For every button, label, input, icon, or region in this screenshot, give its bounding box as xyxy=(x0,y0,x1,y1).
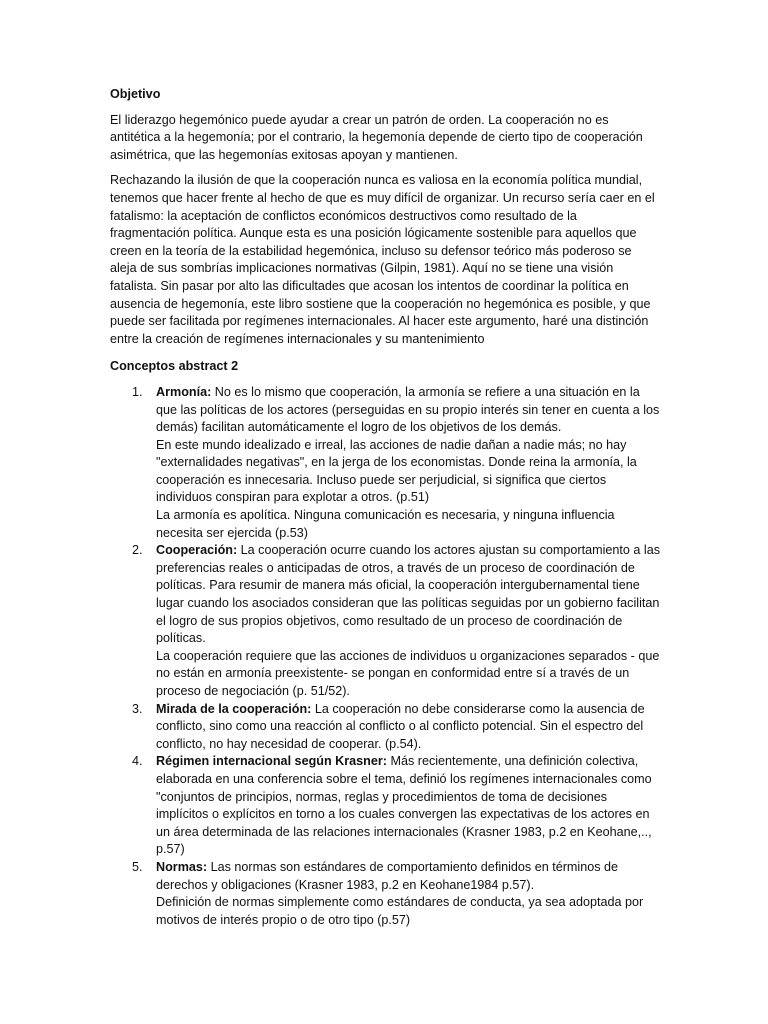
term-label: Mirada de la cooperación: xyxy=(156,701,312,716)
paragraph-2: Rechazando la ilusión de que la cooperación nunca es valiosa en la economía política mundial, tenemos que hacer frente al hecho de que es muy difícil de organizar. Un recurso sería caer en el fatalismo: la aceptación de conflictos económicos destructivos como resultado de la fragmentación política. Aunque esta es una posición lógicamente sostenible para aquellos que creen en la teoría de la estabilidad hegemónica, incluso su defensor teórico más poderoso se aleja de sus sombrías implicaciones normativas (Gilpin, 1981). Aquí no se tiene una visión fatalista. Sin pasar por alto las dificultades que acosan los intentos de coordinar la política en ausencia de hegemonía, este libro sostiene que la cooperación no hegemónica es posible, y que puede ser facilitada por regímenes internacionales. Al hacer este argumento, haré una distinción entre la creación de regímenes internacionales y su mantenimiento xyxy=(110,173,655,346)
term-text: La cooperación no debe considerarse como la ausencia de conflicto, sino como una reacción al conflicto o al conflicto potencial. Sin el espectro del conflicto, no hay necesidad de cooperar. (p.54). xyxy=(156,701,645,751)
list-item-normas xyxy=(110,859,660,929)
term-text: Las normas son estándares de comportamiento definidos en términos de derechos y obligaciones (Krasner 1983, p.2 en Keohane1984 p.57). xyxy=(156,859,619,892)
term-label: Armonía: xyxy=(156,384,212,399)
concepts-list xyxy=(110,384,660,929)
list-number: 5. xyxy=(132,859,143,874)
paragraph-1: El liderazgo hegemónico puede ayudar a crear un patrón de orden. La cooperación no es antitética a la hegemonía; por el contrario, la hegemonía depende de cierto tipo de cooperación asimétrica, que las hegemonías exitosas apoyan y mantienen. xyxy=(110,112,643,162)
term-label: Régimen internacional según Krasner: xyxy=(156,754,387,769)
list-item-regimen xyxy=(110,753,660,859)
document-page xyxy=(110,86,660,929)
list-item-armonia xyxy=(110,384,660,542)
list-number: 1. xyxy=(132,384,143,399)
list-number: 4. xyxy=(132,754,143,769)
conceptos-heading: Conceptos abstract 2 xyxy=(110,359,239,374)
objetivo-heading: Objetivo xyxy=(110,87,161,101)
term-label: Cooperación: xyxy=(156,543,238,558)
term-text: No es lo mismo que cooperación, la armonía se refiere a una situación en la que las políticas de los actores (perseguidas en su propio interés sin tener en cuenta a los demás) facilitan automáticamente el logro de los objetivos de los demás. xyxy=(156,384,660,435)
term-text: La cooperación ocurre cuando los actores ajustan su comportamiento a las preferencias reales o anticipadas de otros, a través de un proceso de coordinación de políticas. Para resumir de manera más oficial, la cooperación intergubernamental tiene lugar cuando los asociados consideran que las políticas seguidas por un gobierno facilitan el logro de sus propios objetivos, como resultado de un proceso de coordinación de políticas. xyxy=(156,543,661,646)
term-extra: En este mundo idealizado e irreal, las acciones de nadie dañan a nadie más; no hay "externalidades negativas", en la jerga de los economistas. Donde reina la armonía, la cooperación es innecesaria. Incluso puede ser perjudicial, si significa que ciertos individuos conspiran para explotar a otros. (p.51) xyxy=(156,437,637,505)
term-label: Normas: xyxy=(156,859,208,874)
term-extra: La armonía es apolítica. Ninguna comunicación es necesaria, y ninguna influencia necesita ser ejercida (p.53) xyxy=(156,508,615,540)
list-number: 3. xyxy=(132,701,143,716)
list-item-cooperacion xyxy=(110,542,660,700)
list-number: 2. xyxy=(132,543,143,558)
list-item-mirada xyxy=(110,701,660,754)
term-extra: Definición de normas simplemente como estándares de conducta, ya sea adoptada por motivos de interés propio o de otro tipo (p.57) xyxy=(156,895,644,927)
term-text: Más recientemente, una definición colectiva, elaborada en una conferencia sobre el tema, definió los regímenes internacionales como "conjuntos de principios, normas, reglas y procedimientos de toma de decisiones implícitos o explícitos en torno a los cuales convergen las expectativas de los actores en un área determinada de las relaciones internacionales (Krasner 1983, p.2 en Keohane,.., p.57) xyxy=(156,754,652,857)
term-extra: La cooperación requiere que las acciones de individuos u organizaciones separados - que no están en armonía preexistente- se pongan en conformidad entre sí a través de un proceso de negociación (p. 51/52). xyxy=(156,648,660,698)
